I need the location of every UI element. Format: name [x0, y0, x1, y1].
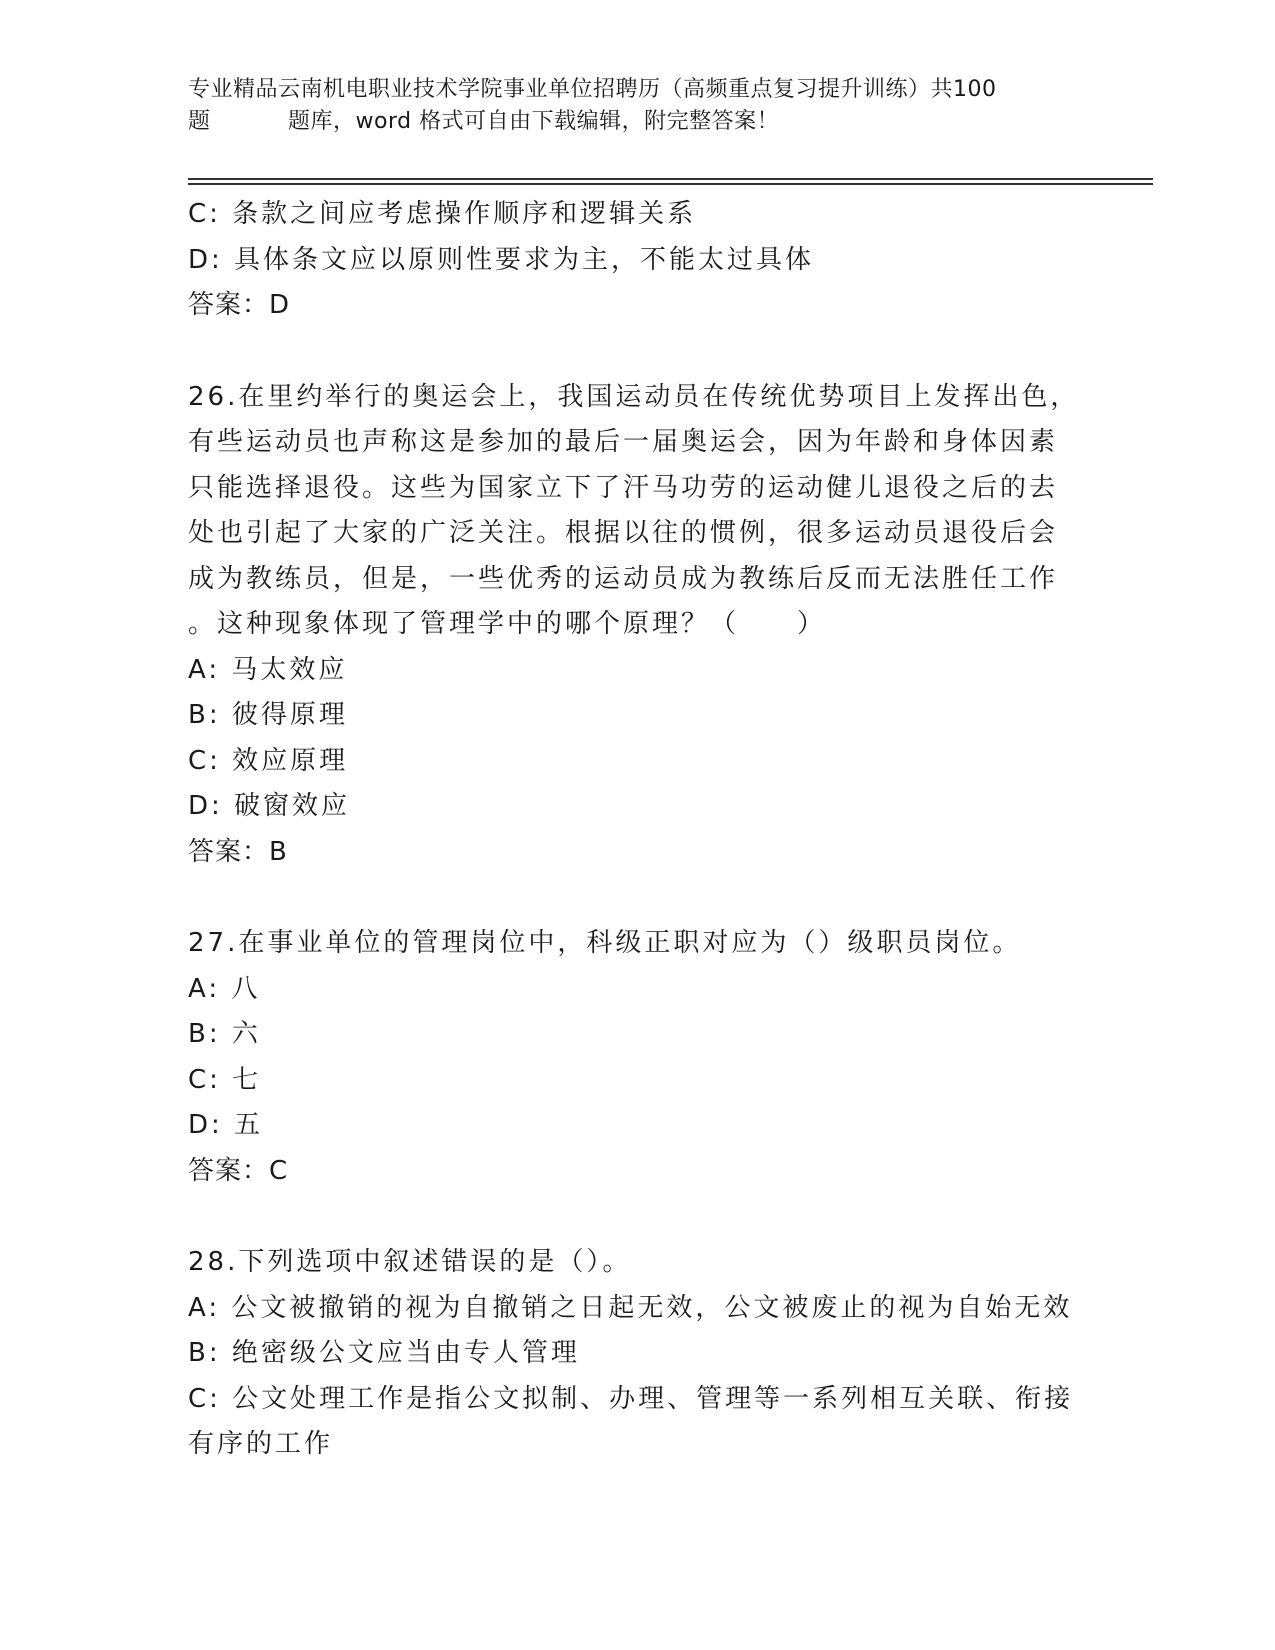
option-b: B: 绝密级公文应当由专人管理 [188, 1338, 580, 1368]
question-stem-line: 26.在里约举行的奥运会上，我国运动员在传统优势项目上发挥出色， [188, 381, 1080, 412]
option-d: D: 具体条文应以原则性要求为主，不能太过具体 [188, 244, 815, 275]
option-c: C: 效应原理 [188, 745, 349, 776]
question-stem-line: 成为教练员，但是，一些优秀的运动员成为教练后反而无法胜任工作 [188, 563, 1059, 594]
option-d: D: 五 [188, 1110, 264, 1140]
answer-line: 答案：D [188, 290, 291, 320]
question-spacer [188, 1194, 1068, 1240]
header-divider-bottom [188, 183, 1153, 185]
question-28 [188, 1240, 1074, 1468]
document-header [188, 74, 1088, 138]
question-26 [188, 375, 1080, 876]
question-stem-line: 27.在事业单位的管理岗位中，科级正职对应为（）级职员岗位。 [188, 928, 1022, 958]
question-stem-line: 处也引起了大家的广泛关注。根据以往的惯例，很多运动员退役后会 [188, 518, 1059, 548]
header-line-2 [188, 106, 1088, 138]
question-spacer [188, 875, 1068, 921]
option-c: C: 公文处理工作是指公文拟制、办理、管理等一系列相互关联、衔接 [188, 1383, 1074, 1414]
answer-line: 答案：B [188, 836, 288, 867]
question-list [188, 192, 1080, 1468]
option-c-continued: 有序的工作 [188, 1429, 334, 1459]
header-divider-top [188, 178, 1153, 180]
option-c: C: 七 [188, 1064, 262, 1095]
option-d: D: 破窗效应 [188, 791, 351, 821]
question-spacer [188, 329, 1068, 375]
option-a: A: 马太效应 [188, 654, 348, 685]
question-stem-line: 只能选择退役。这些为国家立下了汗马功劳的运动健儿退役之后的去 [188, 472, 1059, 503]
question-stem-line: 。这种现象体现了管理学中的哪个原理？（ ） [188, 609, 827, 639]
option-b: B: 六 [188, 1019, 261, 1049]
question-stem-line: 28.下列选项中叙述错误的是（）。 [188, 1247, 632, 1277]
option-a: A: 公文被撤销的视为自撤销之日起无效，公文被废止的视为自始无效 [188, 1292, 1073, 1323]
question-27 [188, 921, 1068, 1194]
answer-line: 答案：C [188, 1155, 289, 1186]
header-line-1: 专业精品云南机电职业技术学院事业单位招聘历（高频重点复习提升训练）共100 [188, 77, 997, 102]
header-line-2-text: 题库，word 格式可自由下载编辑，附完整答案！ [288, 109, 780, 134]
option-c: C: 条款之间应考虑操作顺序和逻辑关系 [188, 199, 697, 229]
header-line-2-lead: 题 [188, 109, 211, 134]
option-b: B: 彼得原理 [188, 700, 348, 730]
question-stem-line: 有些运动员也声称这是参加的最后一届奥运会，因为年龄和身体因素 [188, 427, 1059, 457]
option-a: A: 八 [188, 973, 261, 1004]
question-25-continued [188, 192, 1068, 329]
